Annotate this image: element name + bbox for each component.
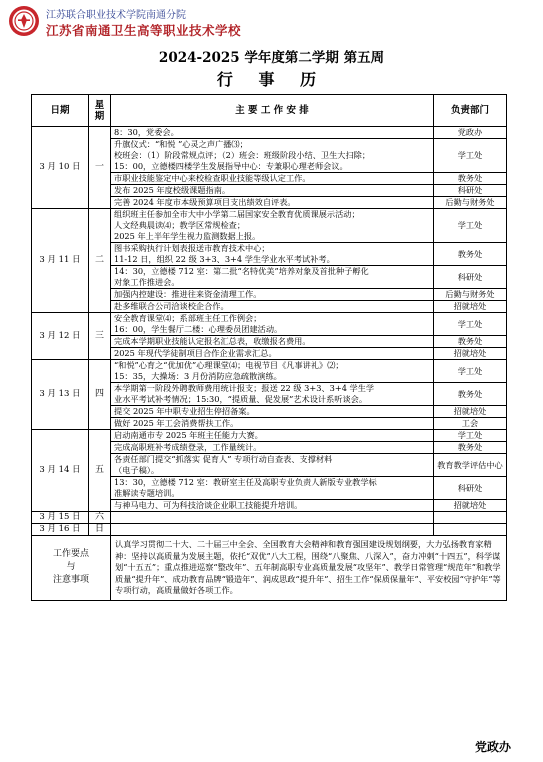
- task-line: 做好 2025 年工会消费帮扶工作。: [114, 418, 239, 428]
- dept-cell: 工会: [434, 418, 507, 430]
- task-line: 加强内控建设：推进往来资金清理工作。: [114, 289, 262, 299]
- table-row: [32, 360, 507, 383]
- date-cell: 3 月 11 日: [32, 209, 89, 313]
- task-line: 对象工作推进会。: [114, 277, 180, 287]
- dept-cell: 学工处: [434, 139, 507, 173]
- task-line: “和悦”心育之“优加优”心理课堂⑷；电视节目《凡事讲礼》⑵；: [114, 360, 344, 370]
- weekday-cell: 一: [89, 127, 111, 209]
- notes-label-line: 注意事项: [52, 575, 89, 586]
- table-row: [32, 313, 507, 336]
- dept-cell: 教育教学评估中心: [434, 454, 507, 477]
- school-header: [8, 5, 242, 39]
- task-cell: [111, 185, 434, 197]
- header-dept: 负责部门: [434, 95, 507, 127]
- task-line: 8：30，党委会。: [114, 127, 179, 137]
- dept-cell: 学工处: [434, 430, 507, 442]
- dept-cell: 科研处: [434, 477, 507, 500]
- weekday-cell: 二: [89, 209, 111, 313]
- table-row: [32, 127, 507, 139]
- dept-cell: 招就培处: [434, 500, 507, 512]
- task-line: 15：00，立德楼四楼学生发展指导中心：专兼职心理老师会议。: [114, 161, 348, 171]
- task-cell: [111, 127, 434, 139]
- task-line: [114, 524, 430, 535]
- task-line: 赴多维联合公司洽谈校企合作。: [114, 301, 229, 311]
- dept-cell: 招就培处: [434, 348, 507, 360]
- school-logo-icon: [8, 5, 40, 37]
- date-cell: 3 月 13 日: [32, 360, 89, 430]
- task-line: 完善 2024 年度市本级预算项目支出绩效自评表。: [114, 197, 296, 207]
- date-cell: 3 月 15 日: [32, 512, 89, 524]
- notes-row: [32, 536, 507, 601]
- task-line: 14：30，立德楼 712 室：第二批“名特优美”培养对象及首批种子孵化: [114, 266, 369, 276]
- task-cell: [111, 512, 434, 524]
- table-header-row: [32, 95, 507, 127]
- task-cell: [111, 313, 434, 336]
- dept-cell: 教务处: [434, 336, 507, 348]
- task-cell: [111, 454, 434, 477]
- dept-cell: 学工处: [434, 209, 507, 243]
- task-cell: [111, 209, 434, 243]
- task-cell: [111, 360, 434, 383]
- task-line: 图书采购执行计划表报送市教育技术中心；: [114, 243, 270, 253]
- header-day: 星 期: [89, 95, 111, 127]
- task-cell: [111, 524, 434, 536]
- task-cell: [111, 348, 434, 360]
- table-row: [32, 430, 507, 442]
- task-line: 发布 2025 年度校级课题指南。: [114, 185, 231, 195]
- table-row: [32, 512, 507, 524]
- task-line: 校班会：（1）阶段常规点评；（2）班会：班级阶段小结、卫生大扫除；: [114, 150, 371, 160]
- weekday-cell: 四: [89, 360, 111, 430]
- dept-cell: 教务处: [434, 243, 507, 266]
- task-cell: [111, 266, 434, 289]
- task-cell: [111, 301, 434, 313]
- task-line: 人文经典晨读⑷；教学区常规检查；: [114, 220, 246, 230]
- notes-text: 认真学习贯彻二十大、二十届三中全会、全国教育大会精神和教育强国建设规划纲要，大力弘扬教育家精神：坚持以高质量为发展主题，依托“双优”八大工程，围绕“八聚焦、八深入”，奋力冲刺“十四五”，科学谋划“十五五”；重点推进巡察“整改年”、五年制高职专业高质量发展“攻坚年”、教学日常管理“规范年”和教学质量“提升年”、成功教育品牌“锻造年”、润成思政“提升年”、招生工作“保质保量年”、平安校园“守护年”等专项行动，高质量做好各项工作。: [111, 536, 507, 601]
- dept-cell: [434, 512, 507, 524]
- task-cell: [111, 383, 434, 406]
- task-line: 各责任部门提交“抓落实 促育人” 专项行动自查表、支撑材料: [114, 454, 333, 464]
- task-line: 提交 2025 年中职专业招生停招备案。: [114, 406, 255, 416]
- task-line: 组织班主任参加全市大中小学第二届国家安全教育优质课展示活动；: [114, 209, 360, 219]
- task-line: 2025 年上半年学生视力监测数据上报。: [114, 231, 261, 241]
- header-task: 主 要 工 作 安 排: [111, 95, 434, 127]
- task-line: 15：35，大操场：3 月份消防应急疏散演练。: [114, 371, 282, 381]
- dept-cell: 科研处: [434, 185, 507, 197]
- dept-cell: 教务处: [434, 383, 507, 406]
- task-cell: [111, 430, 434, 442]
- table-row: [32, 209, 507, 243]
- date-cell: 3 月 14 日: [32, 430, 89, 512]
- dept-cell: 学工处: [434, 360, 507, 383]
- task-line: 本学期第一阶段外聘教师费用统计报支；报送 22 级 3+3、3+4 学生学: [114, 383, 375, 393]
- task-cell: [111, 406, 434, 418]
- task-cell: [111, 139, 434, 173]
- task-line: 准解读专题培训。: [114, 488, 180, 498]
- date-cell: 3 月 12 日: [32, 313, 89, 360]
- school-name-line1: 江苏联合职业技术学院南通分院: [46, 10, 186, 21]
- task-line: [114, 512, 430, 523]
- task-line: 安全教育课堂⑷；系部班主任工作例会；: [114, 313, 262, 323]
- header-date: 日期: [32, 95, 89, 127]
- task-line: 市职业技能鉴定中心来校检查职业技能等级认定工作。: [114, 173, 311, 183]
- task-line: 业水平考试补考情况；15:30，“提质量、促发展”艺术设计系听谈会。: [114, 394, 368, 404]
- dept-cell: 招就培处: [434, 406, 507, 418]
- dept-cell: 教务处: [434, 173, 507, 185]
- dept-cell: 招就培处: [434, 301, 507, 313]
- weekday-cell: 三: [89, 313, 111, 360]
- task-line: 11-12 日，组织 22 级 3+3、3+4 学生学业水平考试补考。: [114, 254, 335, 264]
- task-cell: [111, 500, 434, 512]
- schedule-table: [31, 94, 507, 601]
- dept-cell: 科研处: [434, 266, 507, 289]
- task-line: 2025 年现代学徒制项目合作企业需求汇总。: [114, 348, 277, 358]
- task-line: 完成高职班补考成绩登录，工作量统计。: [114, 442, 262, 452]
- task-line: 升旗仪式：“和悦 ”心灵之声广播⑶；: [114, 139, 248, 149]
- task-line: 完成本学期职业技能认定报名汇总表，收缴报名费用。: [114, 336, 311, 346]
- task-cell: [111, 197, 434, 209]
- task-cell: [111, 173, 434, 185]
- task-line: 16：00，学生餐厅二楼：心理委员团建活动。: [114, 324, 283, 334]
- task-cell: [111, 243, 434, 266]
- weekday-cell: 五: [89, 430, 111, 512]
- task-line: 13：30，立德楼 712 室：教研室主任及高职专业负责人新版专业教学标: [114, 477, 377, 487]
- dept-cell: 教务处: [434, 442, 507, 454]
- schedule-body: [32, 127, 507, 601]
- table-row: [32, 524, 507, 536]
- school-name-line2: 江苏省南通卫生高等职业技术学校: [46, 23, 242, 38]
- task-cell: [111, 442, 434, 454]
- schedule-title: 2024-2025 学年度第二学期 第五周: [158, 50, 385, 66]
- notes-label-line: 与: [66, 562, 76, 573]
- dept-cell: 后勤与财务处: [434, 197, 507, 209]
- task-cell: [111, 477, 434, 500]
- weekday-cell: 六: [89, 512, 111, 524]
- task-line: 启动南通市专 2025 年班主任能力大赛。: [114, 430, 263, 440]
- task-line: 与神马电力、可为科技洽谈企业职工技能提升培训。: [114, 500, 303, 510]
- notes-label-line: 工作要点: [52, 549, 89, 560]
- notes-label: [32, 536, 111, 601]
- issuer-footer: 党政办: [474, 740, 511, 754]
- date-cell: 3 月 16 日: [32, 524, 89, 536]
- schedule-subtitle: 行 事 历: [216, 70, 327, 89]
- task-cell: [111, 336, 434, 348]
- dept-cell: 学工处: [434, 313, 507, 336]
- weekday-cell: 日: [89, 524, 111, 536]
- dept-cell: [434, 524, 507, 536]
- dept-cell: 党政办: [434, 127, 507, 139]
- task-cell: [111, 289, 434, 301]
- dept-cell: 后勤与财务处: [434, 289, 507, 301]
- date-cell: 3 月 10 日: [32, 127, 89, 209]
- task-line: （电子稿）。: [114, 465, 160, 475]
- task-cell: [111, 418, 434, 430]
